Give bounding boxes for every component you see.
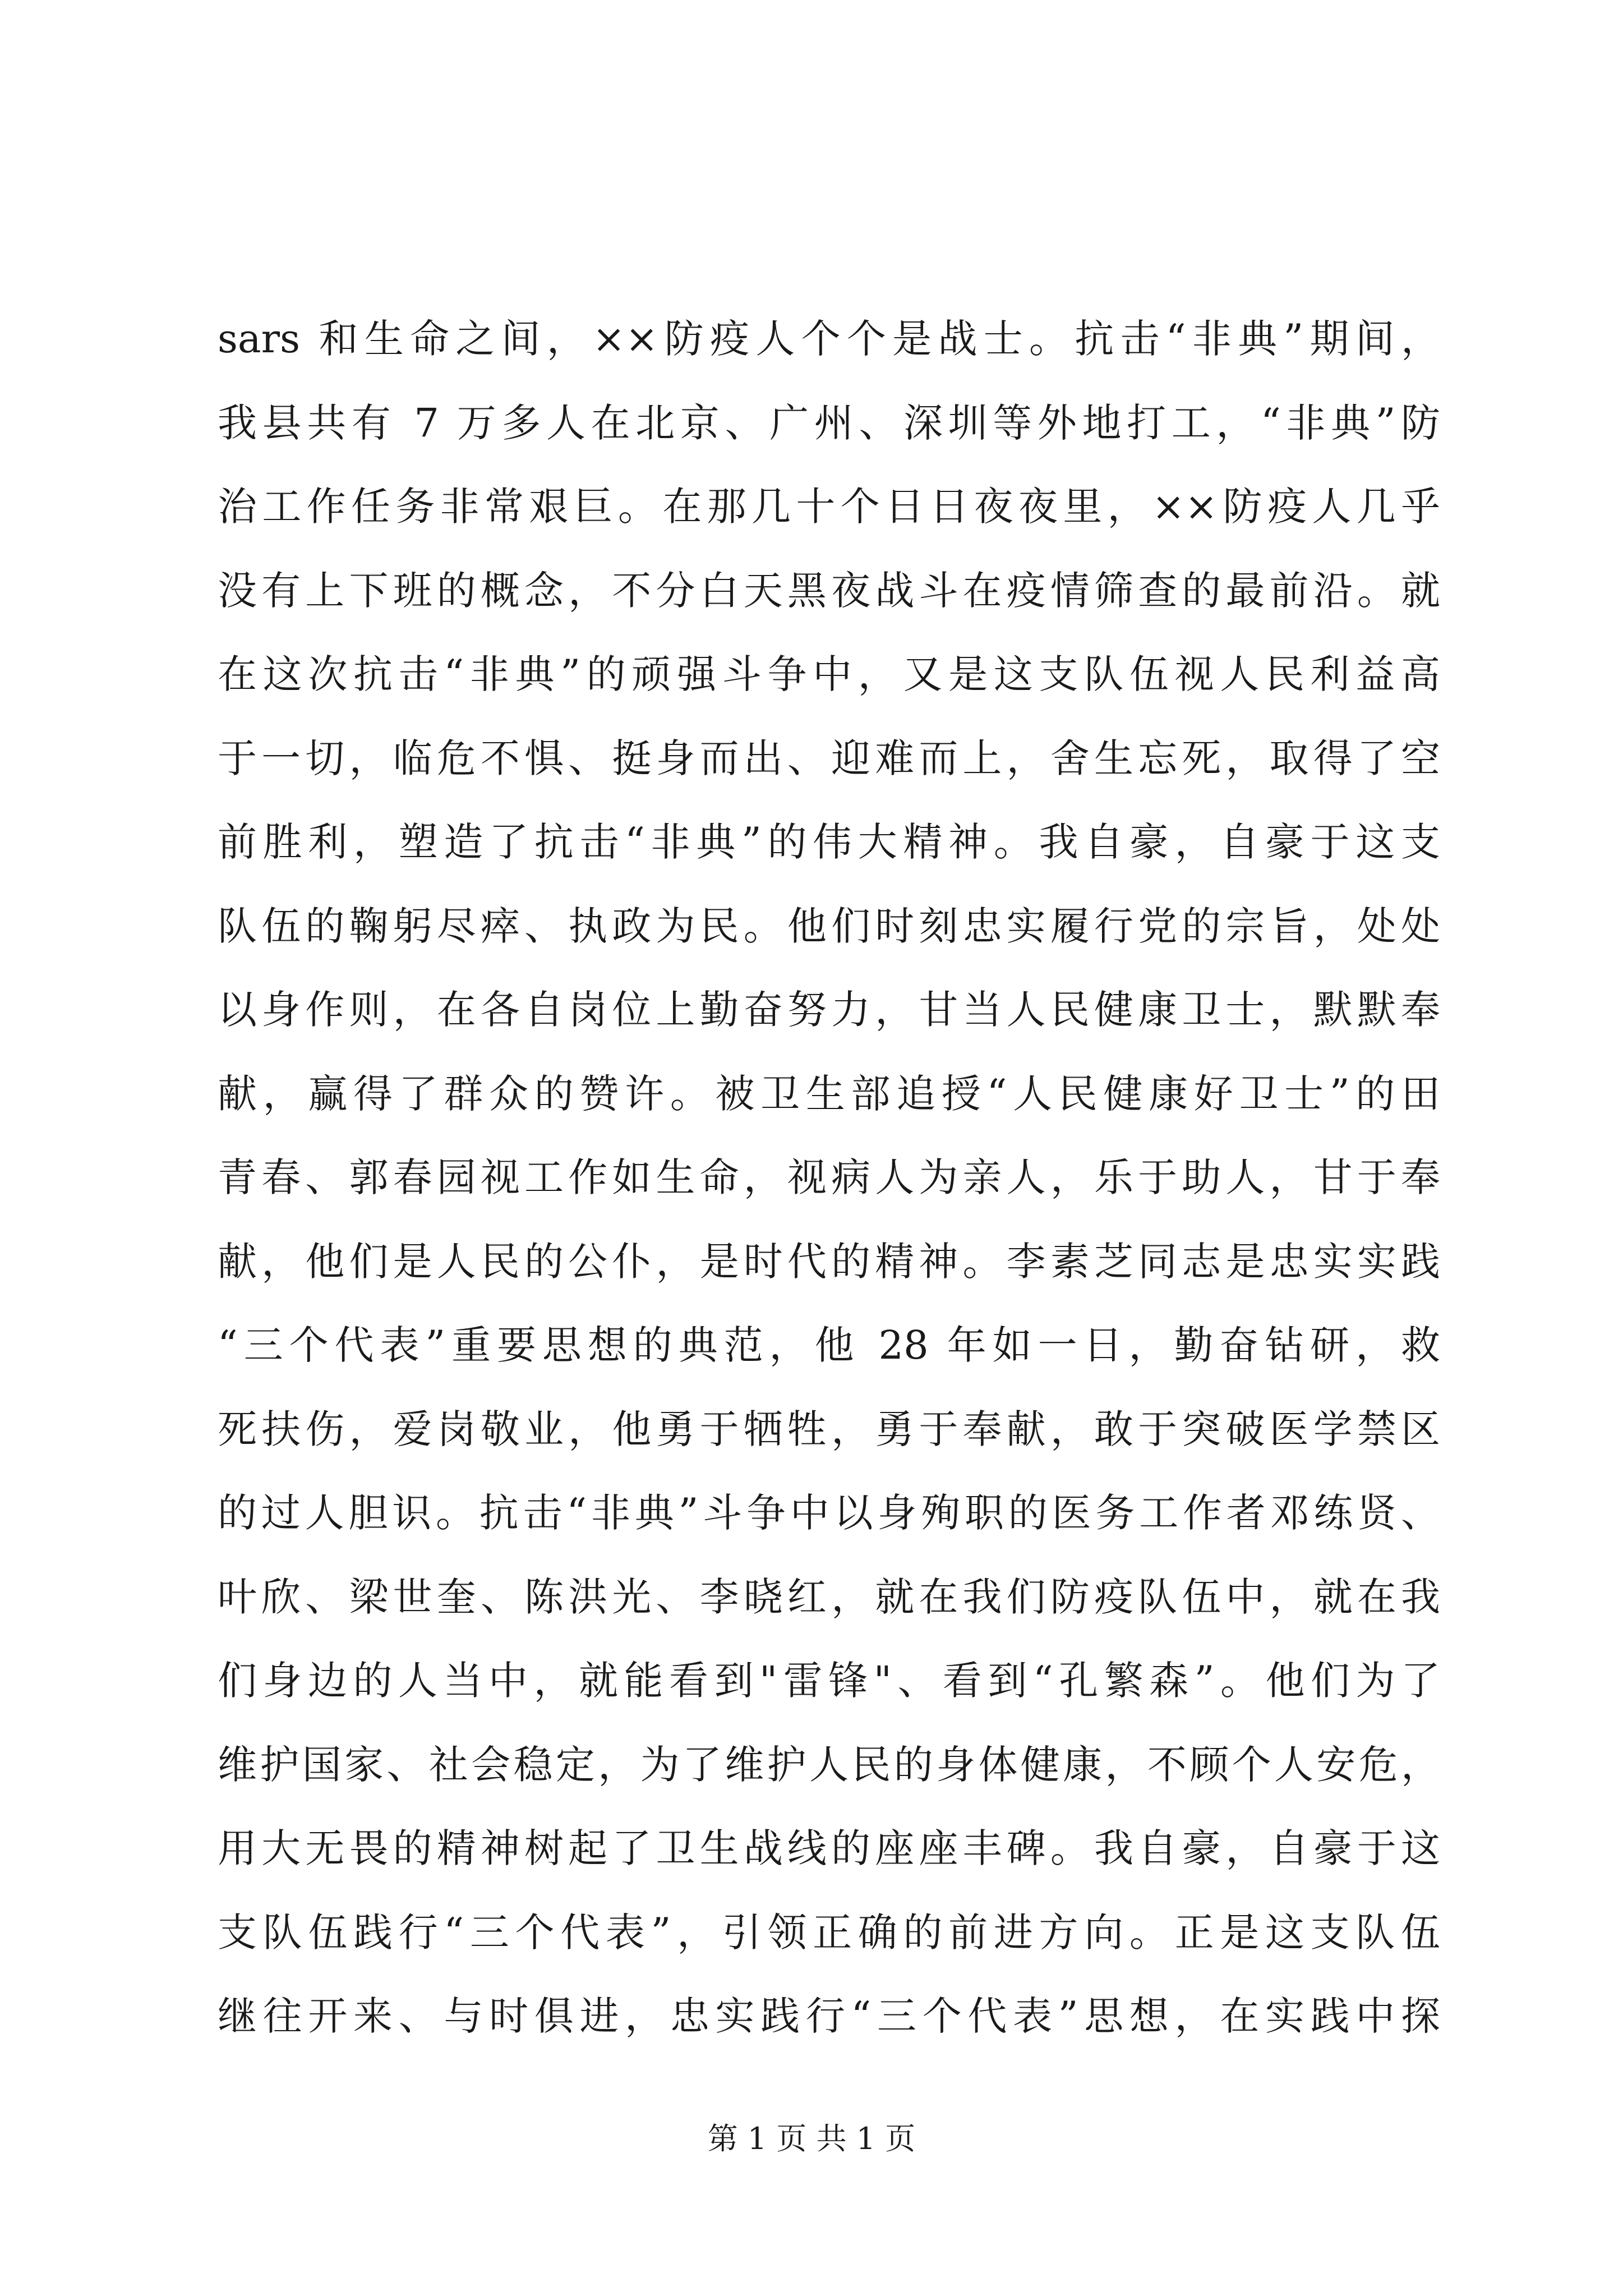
text-line: 前胜利，塑造了抗击“非典”的伟大精神。我自豪，自豪于这支 <box>218 819 1440 865</box>
text-line: 于一切，临危不惧、挺身而出、迎难而上，舍生忘死，取得了空 <box>218 735 1440 781</box>
text-line: 献，赢得了群众的赞许。被卫生部追授“人民健康好卫士”的田 <box>218 1070 1440 1117</box>
text-line: 我县共有 7 万多人在北京、广州、深圳等外地打工，“非典”防 <box>218 399 1440 446</box>
text-line: 们身边的人当中，就能看到"雷锋"、看到“孔繁森”。他们为了 <box>218 1658 1440 1704</box>
text-line: 的过人胆识。抗击“非典”斗争中以身殉职的医务工作者邓练贤、 <box>218 1490 1440 1536</box>
text-line: 支队伍践行“三个代表”，引领正确的前进方向。正是这支队伍 <box>218 1909 1440 1955</box>
text-line: 叶欣、梁世奎、陈洪光、李晓红，就在我们防疫队伍中，就在我 <box>218 1573 1440 1620</box>
text-line: 维护国家、社会稳定，为了维护人民的身体健康，不顾个人安危， <box>218 1741 1440 1788</box>
text-line: 队伍的鞠躬尽瘁、执政为民。他们时刻忠实履行党的宗旨，处处 <box>218 903 1440 949</box>
text-line: 以身作则，在各自岗位上勤奋努力，甘当人民健康卫士，默默奉 <box>218 987 1440 1033</box>
text-line: 继往开来、与时俱进，忠实践行“三个代表”思想，在实践中探 <box>218 1993 1440 2039</box>
text-line: 在这次抗击“非典”的顽强斗争中，又是这支队伍视人民利益高 <box>218 651 1440 697</box>
body-text <box>218 297 1440 2059</box>
text-line: 治工作任务非常艰巨。在那几十个日日夜夜里，××防疫人几乎 <box>218 484 1440 530</box>
text-line: 没有上下班的概念，不分白天黑夜战斗在疫情筛查的最前沿。就 <box>218 567 1440 614</box>
page-number-footer: 第 1 页 共 1 页 <box>707 2121 916 2156</box>
text-line: sars 和生命之间，××防疫人个个是战士。抗击“非典”期间， <box>218 316 1440 362</box>
text-line: 死扶伤，爱岗敬业，他勇于牺牲，勇于奉献，敢于突破医学禁区 <box>218 1406 1440 1452</box>
text-line: 青春、郭春园视工作如生命，视病人为亲人，乐于助人，甘于奉 <box>218 1154 1440 1200</box>
text-line: 用大无畏的精神树起了卫生战线的座座丰碑。我自豪，自豪于这 <box>218 1825 1440 1871</box>
text-line: 献，他们是人民的公仆，是时代的精神。李素芝同志是忠实实践 <box>218 1238 1440 1285</box>
text-line: “三个代表”重要思想的典范，他 28 年如一日，勤奋钻研，救 <box>218 1322 1440 1368</box>
